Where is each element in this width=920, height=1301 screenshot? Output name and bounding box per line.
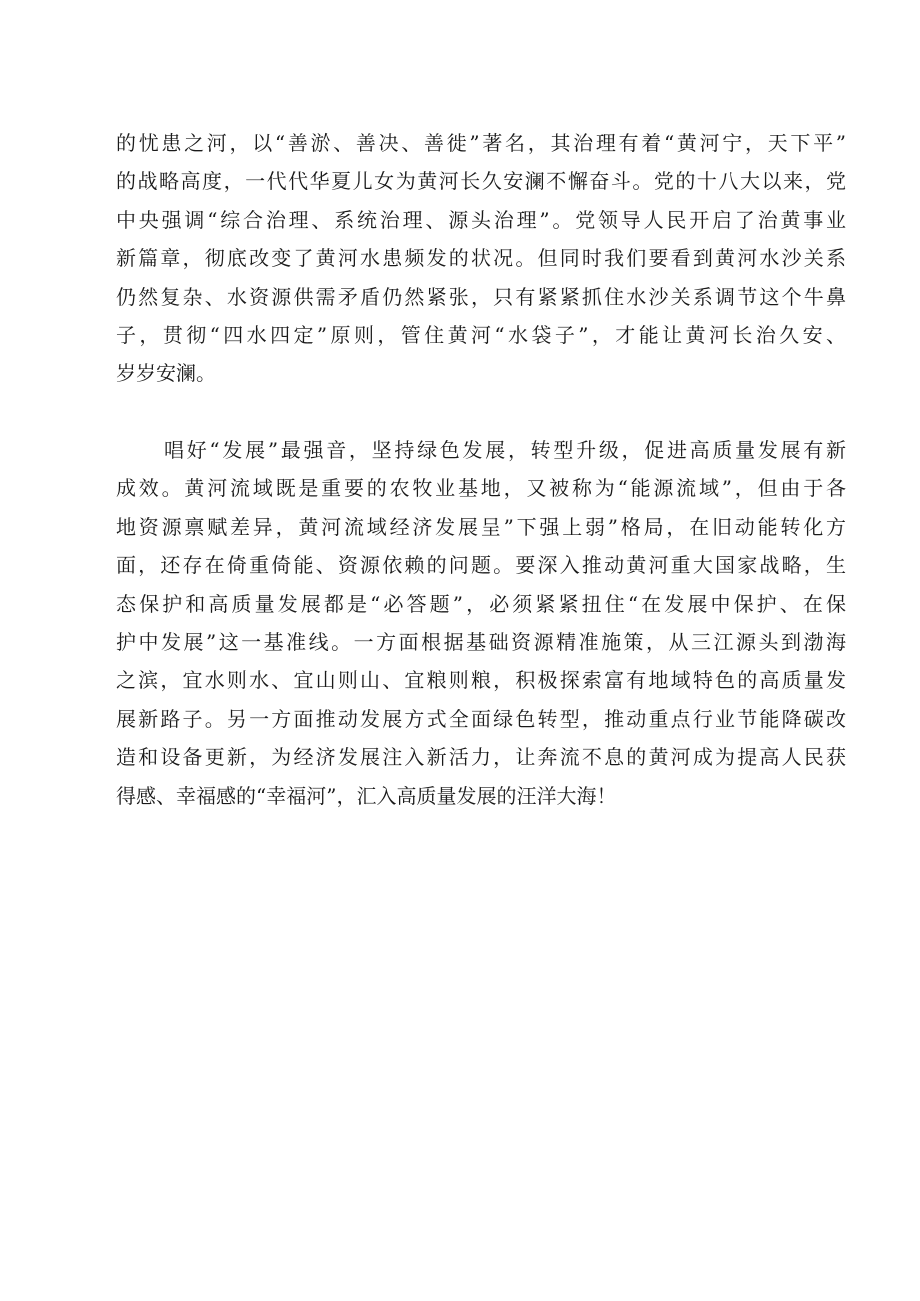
- paragraph-1: [116, 124, 846, 393]
- paragraph-1-line: 的战略高度，一代代华夏儿女为黄河长久安澜不懈奋斗。党的十八大以来，党: [116, 169, 846, 194]
- paragraph-1-line: 仍然复杂、水资源供需矛盾仍然紧张，只有紧紧抓住水沙关系调节这个牛鼻: [116, 284, 846, 309]
- paragraph-1-line: 新篇章，彻底改变了黄河水患频发的状况。但同时我们要看到黄河水沙关系: [116, 246, 846, 271]
- paragraph-2-line: 态保护和高质量发展都是“必答题”，必须紧紧扭住“在发展中保护、在保: [116, 591, 846, 616]
- paragraph-1-line: 子，贯彻“四水四定”原则，管住黄河“水袋子”，才能让黄河长治久安、: [116, 322, 846, 347]
- paragraph-2-line: 成效。黄河流域既是重要的农牧业基地，又被称为“能源流域”，但由于各: [116, 476, 846, 501]
- paragraph-2-line: 得感、幸福感的“幸福河”，汇入高质量发展的汪洋大海！: [116, 783, 617, 808]
- paragraph-2-line: 展新路子。另一方面推动发展方式全面绿色转型，推动重点行业节能降碳改: [116, 706, 846, 731]
- paragraph-2-line: 唱好“发展”最强音，坚持绿色发展，转型升级，促进高质量发展有新: [164, 438, 846, 462]
- paragraph-1-line: 岁岁安澜。: [116, 361, 216, 386]
- paragraph-1-line: 中央强调“综合治理、系统治理、源头治理”。党领导人民开启了治黄事业: [116, 207, 846, 232]
- paragraph-2-line: 面，还存在倚重倚能、资源依赖的问题。要深入推动黄河重大国家战略，生: [116, 553, 846, 578]
- paragraph-2-line: 之滨，宜水则水、宜山则山、宜粮则粮，积极探索富有地域特色的高质量发: [116, 668, 846, 693]
- paragraph-2-line: 造和设备更新，为经济发展注入新活力，让奔流不息的黄河成为提高人民获: [116, 745, 846, 770]
- paragraph-2-line: 护中发展”这一基准线。一方面根据基础资源精准施策，从三江源头到渤海: [116, 629, 846, 654]
- paragraph-1-line: 的忧患之河，以“善淤、善决、善徙”著名，其治理有着“黄河宁，天下平”: [116, 131, 846, 155]
- paragraph-2: [116, 431, 846, 815]
- paragraph-2-line: 地资源禀赋差异，黄河流域经济发展呈”下强上弱”格局，在旧动能转化方: [116, 514, 846, 539]
